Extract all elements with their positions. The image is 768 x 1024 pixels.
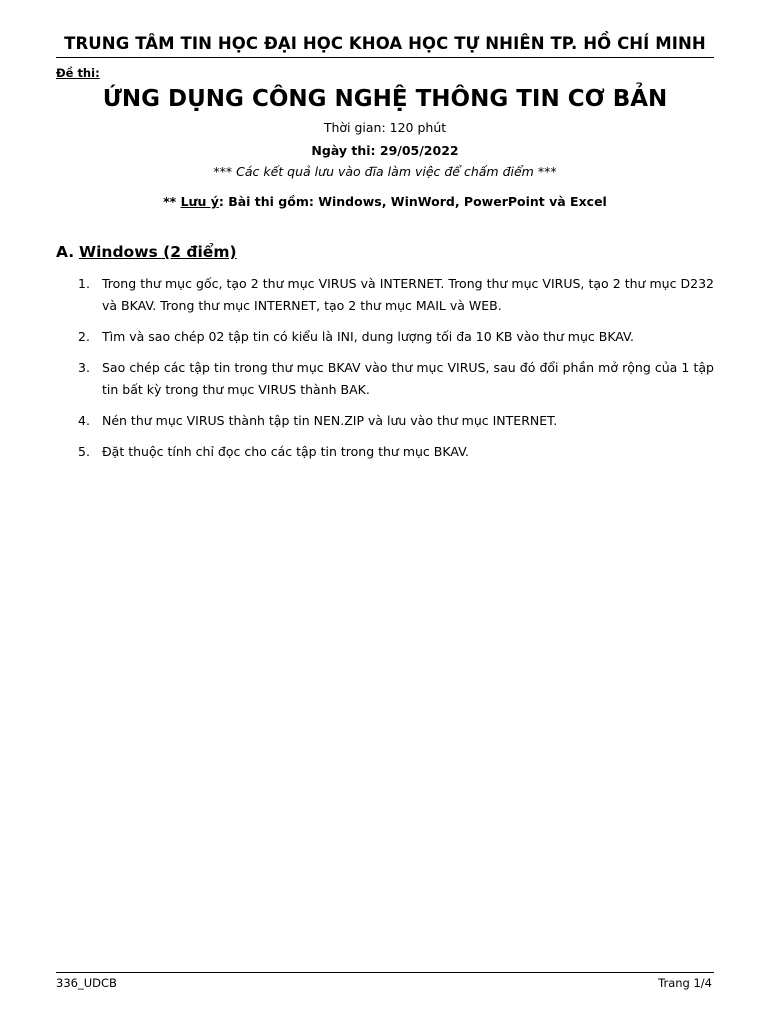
list-item	[56, 441, 714, 463]
item-text: Trong thư mục gốc, tạo 2 thư mục VIRUS và INTERNET. Trong thư mục VIRUS, tạo 2 thư mục D232 và BKAV. Trong thư mục INTERNET, tạo 2 thư mục MAIL và WEB.	[102, 276, 714, 313]
page-number: Trang 1/4	[658, 976, 712, 990]
item-number: 4.	[78, 413, 90, 428]
exam-note: *** Các kết quả lưu vào đĩa làm việc để chấm điểm ***	[213, 164, 557, 179]
exam-duration: Thời gian: 120 phút	[323, 120, 447, 135]
header-divider	[56, 57, 714, 58]
item-number: 2.	[78, 329, 90, 344]
list-item	[56, 357, 714, 401]
list-item	[56, 326, 714, 348]
item-text: Tìm và sao chép 02 tập tin có kiểu là INI, dung lượng tối đa 10 KB vào thư mục BKAV.	[102, 329, 634, 344]
footer-divider	[56, 972, 714, 973]
document-code: 336_UDCB	[56, 976, 117, 990]
exam-date: Ngày thi: 29/05/2022	[311, 143, 459, 158]
exam-title: ỨNG DỤNG CÔNG NGHỆ THÔNG TIN CƠ BẢN	[102, 86, 668, 112]
task-list	[56, 273, 714, 472]
remark-text: : Bài thi gồm: Windows, WinWord, PowerPoint và Excel	[218, 194, 607, 209]
section-letter: A.	[56, 243, 75, 261]
exam-remark	[56, 194, 714, 209]
list-item	[56, 410, 714, 432]
remark-label: Lưu ý	[180, 194, 219, 209]
item-number: 1.	[78, 276, 90, 291]
item-number: 5.	[78, 444, 90, 459]
item-number: 3.	[78, 360, 90, 375]
section-title: Windows (2 điểm)	[79, 243, 237, 261]
list-item	[56, 273, 714, 317]
item-text: Đặt thuộc tính chỉ đọc cho các tập tin trong thư mục BKAV.	[102, 444, 469, 459]
remark-prefix: **	[163, 194, 181, 209]
exam-label: Đề thi:	[56, 66, 100, 80]
institution-header: TRUNG TÂM TIN HỌC ĐẠI HỌC KHOA HỌC TỰ NHIÊN TP. HỒ CHÍ MINH	[64, 34, 706, 53]
item-text: Sao chép các tập tin trong thư mục BKAV vào thư mục VIRUS, sau đó đổi phần mở rộng của 1 tập tin bất kỳ trong thư mục VIRUS thành BAK.	[102, 360, 714, 397]
item-text: Nén thư mục VIRUS thành tập tin NEN.ZIP và lưu vào thư mục INTERNET.	[102, 413, 558, 428]
section-a-heading	[56, 243, 237, 261]
